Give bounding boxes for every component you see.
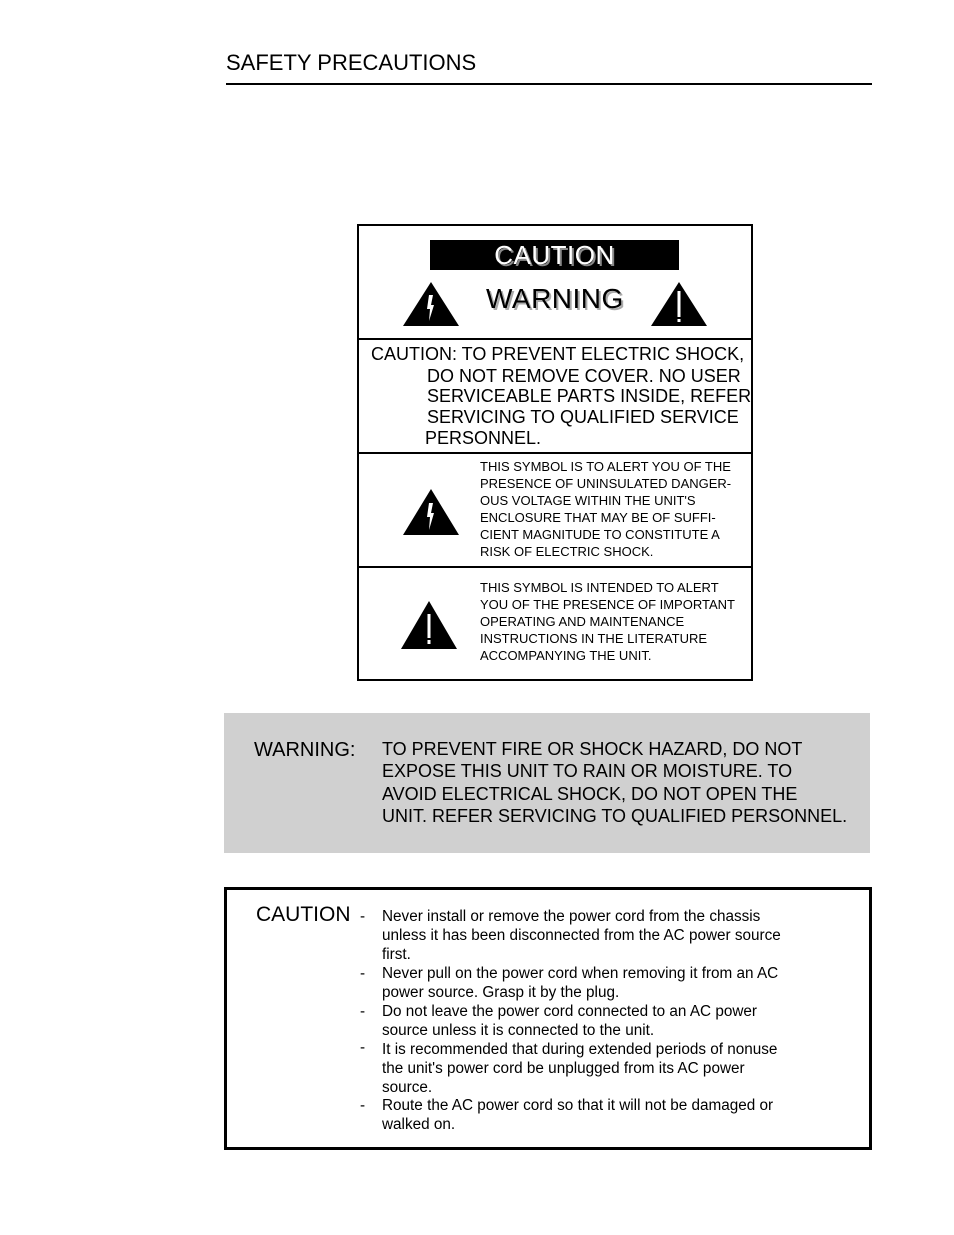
page-title: SAFETY PRECAUTIONS	[226, 50, 477, 75]
item-line: source unless it is connected to the unit.	[382, 1022, 655, 1039]
item-line: Route the AC power cord so that it will not be damaged or	[382, 1097, 774, 1114]
warning-box	[224, 713, 870, 853]
exclamation-symbol-icon	[400, 600, 458, 650]
exclamation-warning-icon	[650, 281, 708, 327]
caution-label-panel	[357, 224, 753, 681]
divider	[359, 452, 751, 454]
bullet-dash: -	[360, 908, 366, 925]
description-line: PRESENCE OF UNINSULATED DANGER-	[480, 476, 732, 491]
caution-statement-line: CAUTION: TO PREVENT ELECTRIC SHOCK,	[371, 344, 745, 364]
item-line: Do not leave the power cord connected to an AC power	[382, 1003, 758, 1020]
warning-line: TO PREVENT FIRE OR SHOCK HAZARD, DO NOT	[382, 739, 803, 759]
caution-item	[382, 1096, 773, 1134]
bullet-dash: -	[360, 965, 366, 982]
caution-item	[382, 964, 778, 1002]
description-line: CIENT MAGNITUDE TO CONSTITUTE A	[480, 527, 720, 542]
caution-item	[382, 1002, 757, 1040]
caution-box	[224, 887, 872, 1150]
description-line: ACCOMPANYING THE UNIT.	[480, 648, 652, 663]
caution-statement-line: SERVICEABLE PARTS INSIDE, REFER	[427, 386, 752, 406]
item-line: unless it has been disconnected from the AC power source	[382, 927, 781, 944]
title-rule	[226, 83, 872, 85]
warning-heading: WARNING	[486, 283, 624, 314]
caution-statement-line: DO NOT REMOVE COVER. NO USER	[427, 366, 741, 386]
bullet-dash: -	[360, 1039, 366, 1056]
item-line: power source. Grasp it by the plug.	[382, 984, 620, 1001]
description-line: THIS SYMBOL IS TO ALERT YOU OF THE	[480, 459, 731, 474]
divider	[359, 566, 751, 568]
caution-label: CAUTION	[256, 903, 351, 926]
caution-item	[382, 1040, 777, 1097]
warning-line: AVOID ELECTRICAL SHOCK, DO NOT OPEN THE	[382, 783, 798, 804]
exclamation-symbol-description	[480, 579, 735, 664]
caution-banner: CAUTION	[430, 240, 679, 270]
item-line: walked on.	[382, 1116, 456, 1133]
caution-item	[382, 907, 781, 964]
item-line: Never pull on the power cord when removing it from an AC	[382, 965, 779, 982]
lightning-symbol-description	[480, 458, 731, 560]
warning-label: WARNING:	[254, 739, 356, 761]
item-line: source.	[382, 1079, 433, 1096]
item-line: the unit's power cord be unplugged from its AC power	[382, 1060, 745, 1077]
description-line: OUS VOLTAGE WITHIN THE UNIT'S	[480, 493, 696, 508]
lightning-warning-icon	[402, 281, 460, 327]
warning-text	[382, 738, 847, 827]
bullet-dash: -	[360, 1003, 366, 1020]
description-line: RISK OF ELECTRIC SHOCK.	[480, 544, 654, 559]
warning-line: UNIT. REFER SERVICING TO QUALIFIED PERSONNEL.	[382, 805, 848, 826]
item-line: Never install or remove the power cord from the chassis	[382, 908, 761, 925]
bullet-dash: -	[360, 1097, 366, 1114]
item-line: It is recommended that during extended periods of nonuse	[382, 1041, 778, 1058]
lightning-symbol-icon	[402, 488, 460, 536]
caution-statement-line: PERSONNEL.	[425, 428, 542, 448]
description-line: THIS SYMBOL IS INTENDED TO ALERT	[480, 580, 719, 595]
item-line: first.	[382, 946, 411, 963]
caution-statement-line: SERVICING TO QUALIFIED SERVICE	[427, 407, 739, 427]
description-line: ENCLOSURE THAT MAY BE OF SUFFI-	[480, 510, 716, 525]
description-line: INSTRUCTIONS IN THE LITERATURE	[480, 631, 708, 646]
description-line: OPERATING AND MAINTENANCE	[480, 614, 685, 629]
description-line: YOU OF THE PRESENCE OF IMPORTANT	[480, 597, 735, 612]
warning-line: EXPOSE THIS UNIT TO RAIN OR MOISTURE. TO	[382, 761, 793, 782]
divider	[359, 338, 751, 340]
